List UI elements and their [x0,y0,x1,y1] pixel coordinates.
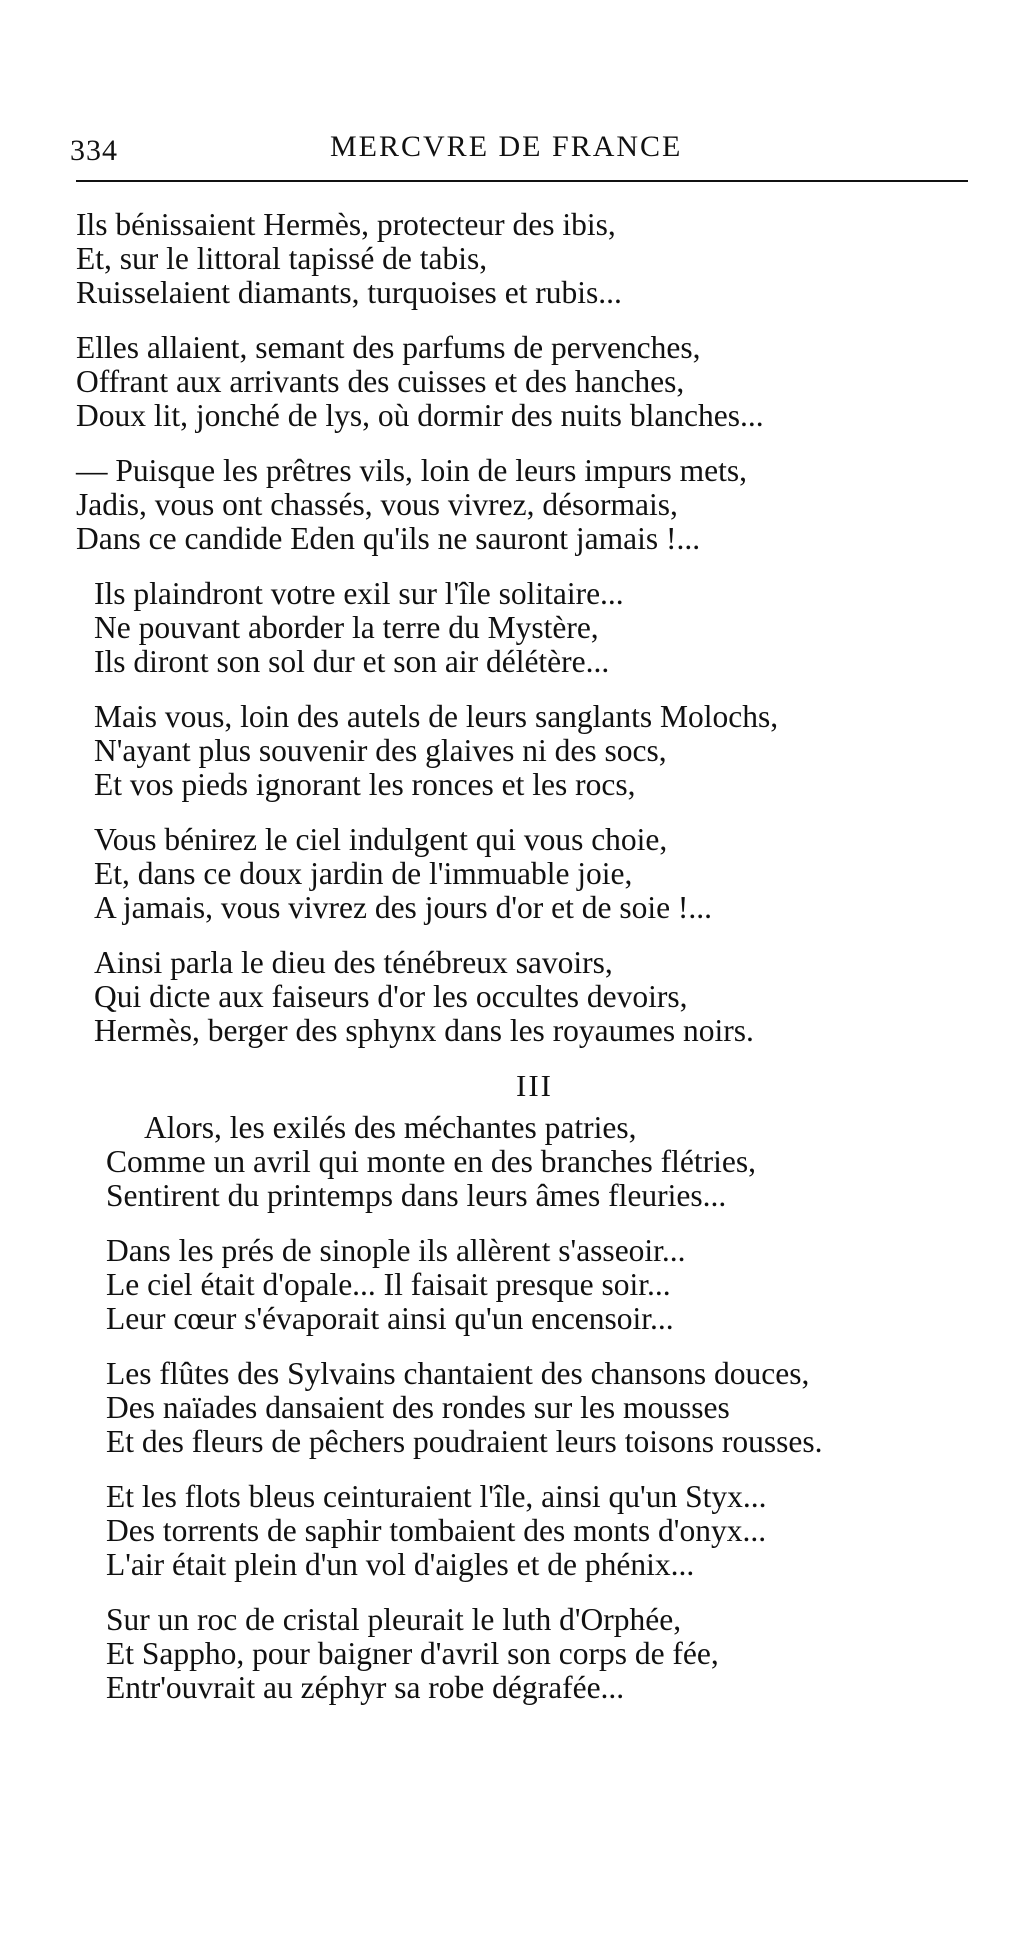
page-number: 334 [70,134,118,167]
verse-line: Les flûtes des Sylvains chantaient des chansons douces, [106,1356,810,1391]
verse-line: Alors, les exilés des méchantes patries, [144,1110,637,1145]
stanza [76,577,1032,679]
stanza [76,1111,1032,1213]
verse-line: Et des fleurs de pêchers poudraient leurs toisons rousses. [106,1424,823,1459]
verse-line: L'air était plein d'un vol d'aigles et de phénix... [106,1547,695,1582]
poem-body [76,208,1032,1726]
verse-line: Des naïades dansaient des rondes sur les mousses [106,1390,730,1425]
verse-line: Dans ce candide Eden qu'ils ne sauront jamais !... [76,521,701,556]
verse-line: Offrant aux arrivants des cuisses et des hanches, [76,364,685,399]
verse-line: Ainsi parla le dieu des ténébreux savoirs, [94,945,613,980]
stanza [76,946,1032,1048]
verse-line: Ils diront son sol dur et son air délétère... [94,644,610,679]
verse-line: Et, dans ce doux jardin de l'immuable joie, [94,856,633,891]
verse-line: Qui dicte aux faiseurs d'or les occultes devoirs, [94,979,688,1014]
verse-line: Mais vous, loin des autels de leurs sanglants Molochs, [94,699,779,734]
verse-line: Ruisselaient diamants, turquoises et rubis... [76,275,622,310]
stanza [76,208,1032,310]
stanza [76,1234,1032,1336]
verse-line: Ils bénissaient Hermès, protecteur des ibis, [76,207,616,242]
verse-line: Et les flots bleus ceinturaient l'île, ainsi qu'un Styx... [106,1479,767,1514]
stanza [76,454,1032,556]
page-header [70,128,970,172]
header-rule [76,180,968,182]
verse-line: Vous bénirez le ciel indulgent qui vous choie, [94,822,668,857]
stanza [76,823,1032,925]
stanza [76,1603,1032,1705]
verse-line: Comme un avril qui monte en des branches flétries, [106,1144,756,1179]
stanza [76,1480,1032,1582]
verse-line: Doux lit, jonché de lys, où dormir des nuits blanches... [76,398,764,433]
verse-line: Leur cœur s'évaporait ainsi qu'un encensoir... [106,1301,674,1336]
verse-line: Et, sur le littoral tapissé de tabis, [76,241,488,276]
stanza [76,700,1032,802]
stanza [76,331,1032,433]
verse-line: Sur un roc de cristal pleurait le luth d'Orphée, [106,1602,682,1637]
verse-line: Elles allaient, semant des parfums de pervenches, [76,330,701,365]
running-head: MERCVRE DE FRANCE [330,130,683,163]
verse-line: N'ayant plus souvenir des glaives ni des socs, [94,733,667,768]
verse-line: Des torrents de saphir tombaient des monts d'onyx... [106,1513,767,1548]
section-heading: III [516,1068,553,1103]
verse-line: Et Sappho, pour baigner d'avril son corps de fée, [106,1636,719,1671]
verse-line: Le ciel était d'opale... Il faisait presque soir... [106,1267,671,1302]
verse-line: Ne pouvant aborder la terre du Mystère, [94,610,599,645]
verse-line: Entr'ouvrait au zéphyr sa robe dégrafée... [106,1670,625,1705]
verse-line: — Puisque les prêtres vils, loin de leurs impurs mets, [76,453,748,488]
verse-line: Et vos pieds ignorant les ronces et les rocs, [94,767,636,802]
stanza [76,1357,1032,1459]
verse-line: Hermès, berger des sphynx dans les royaumes noirs. [94,1013,754,1048]
verse-line: Jadis, vous ont chassés, vous vivrez, désormais, [76,487,678,522]
verse-line: Sentirent du printemps dans leurs âmes fleuries... [106,1178,727,1213]
verse-line: Dans les prés de sinople ils allèrent s'asseoir... [106,1233,686,1268]
verse-line: A jamais, vous vivrez des jours d'or et de soie !... [94,890,713,925]
verse-line: Ils plaindront votre exil sur l'île solitaire... [94,576,624,611]
